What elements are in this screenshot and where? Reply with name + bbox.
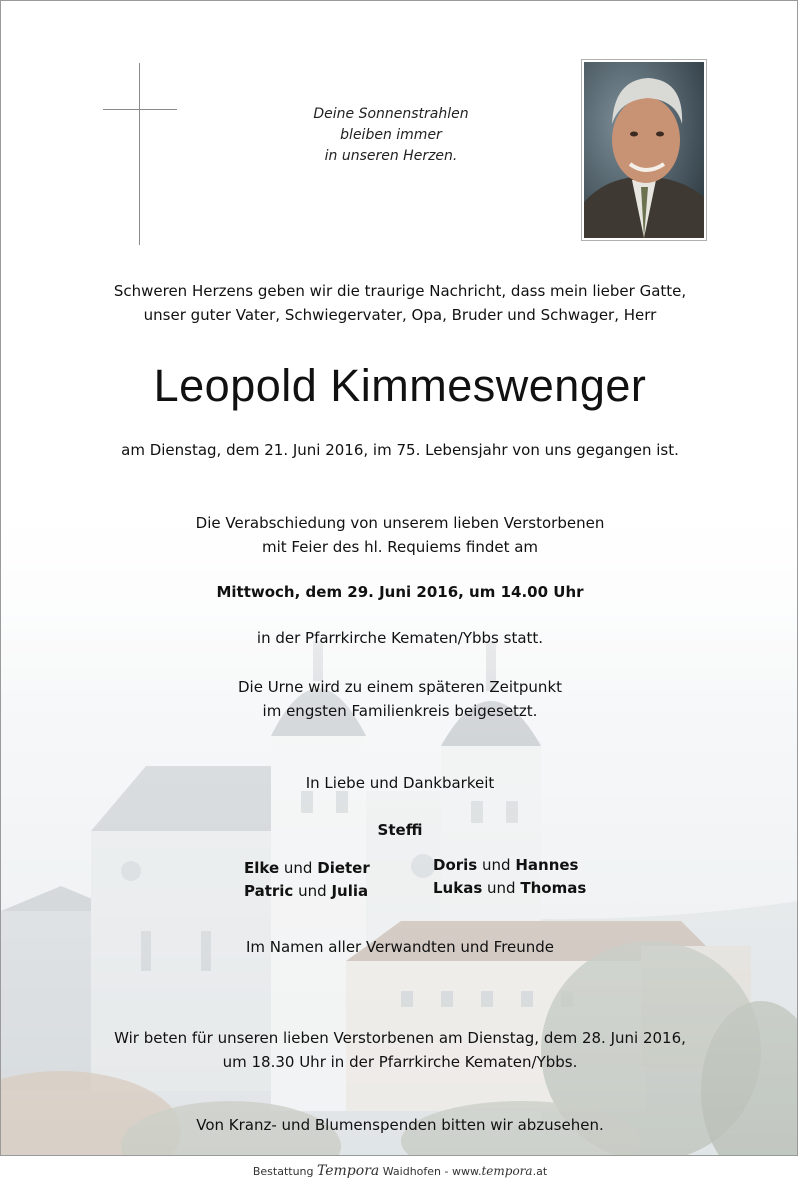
relatives-line: Im Namen aller Verwandten und Freunde xyxy=(245,938,555,956)
portrait-image xyxy=(584,62,704,238)
mourner-couple-left-1: Elke und Dieter xyxy=(244,859,370,877)
prayer-line-2: um 18.30 Uhr in der Pfarrkirche Kematen/Ybbs. xyxy=(222,1053,578,1071)
verse-line-2: bleiben immer xyxy=(340,127,442,143)
farewell-place: in der Pfarrkirche Kematen/Ybbs statt. xyxy=(256,629,544,647)
mourner-couple-right-2: Lukas und Thomas xyxy=(433,879,587,897)
mourner-couple-left-2: Patric und Julia xyxy=(244,882,369,900)
footer-credit xyxy=(0,1160,800,1183)
farewell-line-1: Die Verabschiedung von unserem lieben Verstorbenen xyxy=(195,514,605,532)
death-notice: am Dienstag, dem 21. Juni 2016, im 75. Lebensjahr von uns gegangen ist. xyxy=(121,441,679,459)
urn-line-2: im engsten Familienkreis beigesetzt. xyxy=(262,702,538,720)
mourner-couple-right-1: Doris und Hannes xyxy=(433,856,579,874)
mourners-heading: In Liebe und Dankbarkeit xyxy=(305,774,495,792)
footer-prefix: Bestattung xyxy=(252,1165,314,1178)
footer-city: Waidhofen - xyxy=(382,1165,449,1178)
memorial-verse xyxy=(291,104,491,167)
footer-website-link[interactable]: www.tempora.at xyxy=(451,1164,548,1178)
farewell-line-2: mit Feier des hl. Requiems findet am xyxy=(261,538,539,556)
footer-brand-logo: Tempora xyxy=(317,1163,380,1179)
prayer-line-1: Wir beten für unseren lieben Verstorbenen am Dienstag, dem 28. Juni 2016, xyxy=(114,1029,686,1047)
mourner-steffi: Steffi xyxy=(377,821,423,839)
urn-line-1: Die Urne wird zu einem späteren Zeitpunkt xyxy=(237,678,563,696)
verse-line-1: Deine Sonnenstrahlen xyxy=(313,106,469,122)
cross-icon-vertical-bar xyxy=(139,63,140,245)
deceased-name: Leopold Kimmeswenger xyxy=(153,360,647,411)
intro-line-2: unser guter Vater, Schwiegervater, Opa, Bruder und Schwager, Herr xyxy=(143,306,657,324)
intro-line-1: Schweren Herzens geben wir die traurige Nachricht, dass mein lieber Gatte, xyxy=(113,282,687,300)
portrait-photo xyxy=(581,59,707,241)
farewell-date: Mittwoch, dem 29. Juni 2016, um 14.00 Uhr xyxy=(216,583,584,601)
flowers-note: Von Kranz- und Blumenspenden bitten wir abzusehen. xyxy=(196,1116,604,1134)
verse-line-3: in unseren Herzen. xyxy=(324,148,458,164)
cross-icon-horizontal-bar xyxy=(103,109,177,110)
